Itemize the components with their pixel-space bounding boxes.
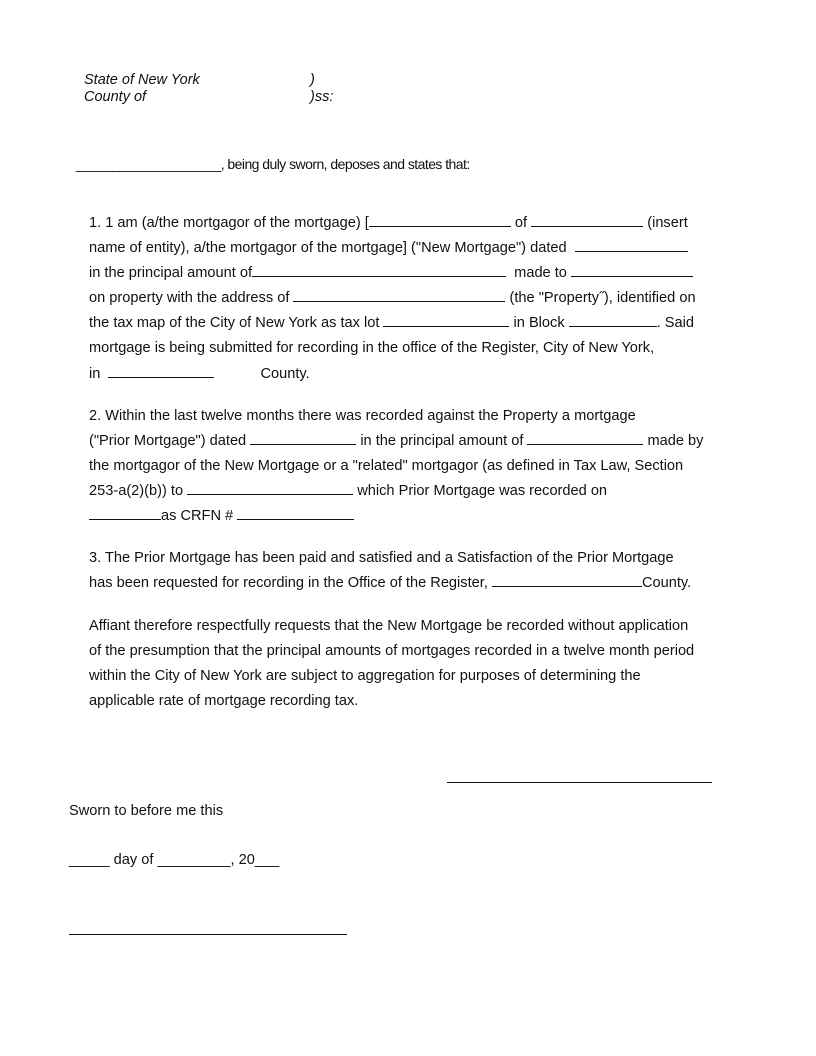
entity-name-blank[interactable]: [369, 212, 511, 227]
p1-text: County.: [260, 365, 310, 382]
p2-text: ("Prior Mortgage") dated: [89, 433, 247, 450]
p2-text: which Prior Mortgage was recorded on: [357, 483, 608, 500]
prior-lender-blank[interactable]: [187, 480, 353, 495]
p1-text: (insert: [647, 215, 688, 231]
property-address-blank[interactable]: [293, 287, 505, 302]
paragraph-1: [89, 211, 739, 387]
p2-text: in the principal amount of: [360, 433, 524, 450]
venue-county: County of: [84, 89, 147, 105]
intro-text: , being duly sworn, deposes and states that:: [220, 156, 470, 172]
block-blank[interactable]: [569, 312, 657, 327]
prior-principal-blank[interactable]: [527, 430, 643, 445]
made-to-blank[interactable]: [571, 262, 693, 277]
mortgage-date-blank[interactable]: [575, 237, 688, 252]
p2-text: as CRFN #: [161, 508, 234, 525]
p2-text: made by: [647, 433, 704, 450]
entity-type-blank[interactable]: [531, 212, 643, 227]
prior-mortgage-date-blank[interactable]: [250, 430, 356, 445]
p2-text: 253-a(2)(b)) to: [89, 483, 184, 500]
p3-text: has been requested for recording in the Office of the Register,: [89, 575, 488, 592]
p1-text: name of entity), a/the mortgagor of the mortgage] ("New Mortgage") dated: [89, 240, 567, 257]
p3-text: 3. The Prior Mortgage has been paid and satisfied and a Satisfaction of the Prior Mortgage: [89, 550, 674, 566]
p1-text: the tax map of the City of New York as tax lot: [89, 315, 380, 332]
venue-state: State of New York: [84, 72, 200, 88]
p1-text: in the principal amount of: [89, 265, 253, 282]
p2-text: 2. Within the last twelve months there was recorded against the Property a mortgage: [89, 408, 636, 424]
affiant-intro: [76, 156, 470, 172]
p4-line: within the City of New York are subject to aggregation for purposes of determining the: [89, 668, 641, 685]
sworn-text: Sworn to before me this: [69, 803, 224, 819]
affiant-name-blank[interactable]: ____________________: [76, 156, 221, 172]
principal-amount-blank[interactable]: [252, 262, 506, 277]
p4-line: applicable rate of mortgage recording tax.: [89, 693, 359, 710]
p1-text: of: [514, 215, 528, 231]
p1-text: (the "Property˝), identified on: [509, 290, 696, 307]
day-of-text: day of: [113, 852, 154, 868]
year-blank[interactable]: ___: [254, 852, 280, 868]
paragraph-3: [89, 546, 739, 596]
p1-text: . Said: [656, 315, 695, 332]
satisfaction-county-blank[interactable]: [492, 572, 642, 587]
county-blank[interactable]: [108, 363, 214, 378]
p1-text: mortgage is being submitted for recording in the office of the Register, City of New York,: [89, 340, 655, 357]
p2-text: the mortgagor of the New Mortgage or a "related" mortgagor (as defined in Tax Law, Section: [89, 458, 684, 475]
month-blank[interactable]: _________: [157, 852, 231, 868]
jurat-date-line: [69, 848, 279, 873]
p3-text: County.: [641, 575, 692, 592]
recorded-date-blank[interactable]: [89, 505, 161, 520]
p1-text: 1. 1 am (a/the mortgagor of the mortgage) [: [89, 215, 369, 231]
notary-signature-line[interactable]: [69, 934, 347, 935]
p4-line: of the presumption that the principal amounts of mortgages recorded in a twelve month period: [89, 643, 695, 660]
day-blank[interactable]: _____: [69, 852, 110, 868]
paragraph-2: [89, 404, 739, 529]
p1-text: on property with the address of: [89, 290, 290, 307]
venue-ss: )ss:: [310, 89, 334, 105]
p1-text: in: [89, 365, 101, 382]
paragraph-4: [89, 614, 739, 714]
tax-lot-blank[interactable]: [383, 312, 509, 327]
p1-text: made to: [514, 265, 567, 282]
crfn-blank[interactable]: [237, 505, 354, 520]
affiant-signature-line[interactable]: [447, 782, 712, 783]
p1-text: in Block: [513, 315, 565, 332]
p4-line: Affiant therefore respectfully requests that the New Mortgage be recorded without application: [89, 618, 689, 634]
year-prefix: , 20: [230, 852, 255, 868]
venue-paren: ): [310, 72, 315, 88]
